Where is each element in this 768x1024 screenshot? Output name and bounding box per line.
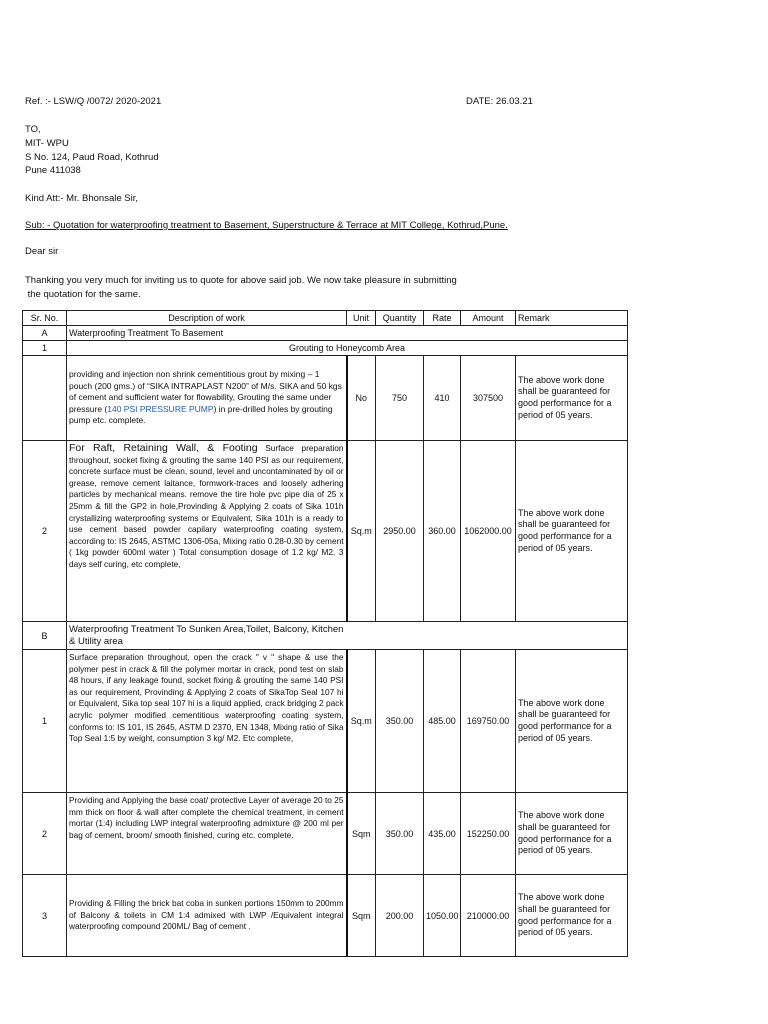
row-b3-rate: 1050.00: [424, 875, 461, 957]
row-b1-remark: The above work done shall be guaranteed for good performance for a period of 05 years.: [516, 650, 628, 793]
row-b3-description: Providing & Filling the brick bat coba in sunken portions 150mm to 200mm of Balcony & toilets in CM 1:4 admixed with LWP /Equivalent integral waterproofing compound 200ML/ Bag of cement .: [67, 875, 347, 957]
row-b1-unit: Sq.m: [347, 650, 376, 793]
table-row: [23, 875, 628, 957]
row-a2-unit: Sq.m: [347, 441, 376, 622]
row-b2-unit: Sqm: [347, 793, 376, 875]
row-b1-quantity: 350.00: [376, 650, 424, 793]
header-quantity: Quantity: [376, 311, 424, 326]
section-b-title-text: Waterproofing Treatment To Sunken Area,Toilet, Balcony, Kitchen & Utility area: [69, 624, 344, 647]
header-sr-no: Sr. No.: [23, 311, 67, 326]
row-b3-quantity: 200.00: [376, 875, 424, 957]
document-date: DATE: 26.03.21: [466, 96, 533, 107]
row-a1-desc-part1: providing and injection non shrink cementitious grout by mixing – 1 pouch (200 gms.) of “SIKA INTRAPLAST N200” of M/s. SIKA and 50 kgs of cement and sufficient water for flowability, Grouting the same under pressure (: [69, 369, 342, 414]
row-a1-quantity: 750: [376, 356, 424, 441]
address-line-2: S No. 124, Paud Road, Kothrud: [25, 152, 159, 163]
header-amount: Amount: [461, 311, 516, 326]
table-header-row: [23, 311, 628, 326]
section-a-sr: A: [23, 326, 67, 341]
section-a-row: [23, 326, 628, 341]
address-line-1: MIT- WPU: [25, 138, 69, 149]
intro-line-2: the quotation for the same.: [25, 289, 141, 300]
row-a2-remark: The above work done shall be guaranteed for good performance for a period of 05 years.: [516, 441, 628, 622]
subsection-a1-sr: 1: [23, 341, 67, 356]
quotation-table: [22, 310, 628, 957]
row-a2-sr: 2: [23, 441, 67, 622]
row-b3-remark: The above work done shall be guaranteed for good performance for a period of 05 years.: [516, 875, 628, 957]
row-a1-remark: The above work done shall be guaranteed for good performance for a period of 05 years.: [516, 356, 628, 441]
row-b1-description: Surface preparation throughout, open the crack " v " shape & use the polymer pest in crack & fill the polymer mortar in crack, pond test on slab 48 hours, if any leakage found, socket fixing & grouting the same 140 PSI as our requirement, Provinding & Applying 2 coats of SikaTop Seal 107 hi or Equivalent, Sika top seal 107 hi is a liquid applied, crack bridging 2 pack acrylic polymer modified cementitious waterproofing coating system, conforms to: IS 101, IS 2645, ASTM D 2370, EN 1348, Mixing ratio of Sika Top Seal 1:5 by weight, consumption 3 kg/ M2. Etc complete,: [67, 650, 347, 793]
row-a1-description: [67, 356, 347, 441]
row-a2-desc-text: Surface preparation throughout, socket fixing & grouting the same 140 PSI as our requirement, concrete surface must be clean, sound, level and uncontaminated by oil or grease, remove cement laitance, formwork-traces and loosely adhering particles by mechanical means. remove the tire hole pvc pipe dia of 25 x 25mm & fill the GP2 in hole,Provinding & Applying 2 coats of Sika 101h crystallizing waterproofing systems or Equivalent, Sika 101h is a ready to use cement based powder capilary waterproofing coating system, according to: IS 2645, ASTMC 1306-05a, Mixing ratio 0.28-0.30 by cement ( 1kg powder 600ml water ) Total consumption dosage of 1.2 kg/ M2. 3 days self curing, etc complete,: [69, 443, 344, 569]
salutation: Dear sir: [25, 246, 59, 257]
subject-line: Sub: - Quotation for waterproofing treatment to Basement, Superstructure & Terrace at MIT College, Kothrud,Pune.: [25, 220, 508, 231]
section-a-title: Waterproofing Treatment To Basement: [67, 326, 628, 341]
row-b3-sr: 3: [23, 875, 67, 957]
address-to: TO,: [25, 124, 41, 135]
address-line-3: Pune 411038: [25, 165, 81, 176]
row-b1-sr: 1: [23, 650, 67, 793]
row-b2-quantity: 350.00: [376, 793, 424, 875]
kind-attention: Kind Att:- Mr. Bhonsale Sir,: [25, 193, 138, 204]
header-rate: Rate: [424, 311, 461, 326]
section-b-row: [23, 622, 628, 650]
row-b3-amount: 210000.00: [461, 875, 516, 957]
section-b-title: [67, 622, 628, 650]
row-a2-quantity: 2950.00: [376, 441, 424, 622]
row-b2-remark: The above work done shall be guaranteed for good performance for a period of 05 years.: [516, 793, 628, 875]
row-b3-unit: Sqm: [347, 875, 376, 957]
row-a1-sr: [23, 356, 67, 441]
row-a1-desc-highlight: 140 PSI PRESSURE PUMP: [107, 403, 214, 414]
row-b1-amount: 169750.00: [461, 650, 516, 793]
table-row: [23, 441, 628, 622]
row-a2-amount: 1062000.00: [461, 441, 516, 622]
row-b2-description: Providing and Applying the base coat/ protective Layer of average 20 to 25 mm thick on floor & wall after complete the chemical treatment, in cement mortar (1:4) including LWP integral waterproofing admixture @ 200 ml per bag of cement, broom/ smooth finished, curing etc. complete.: [67, 793, 347, 875]
header-remark: Remark: [516, 311, 628, 326]
header-unit: Unit: [347, 311, 376, 326]
row-a1-amount: 307500: [461, 356, 516, 441]
row-b2-rate: 435.00: [424, 793, 461, 875]
row-b2-sr: 2: [23, 793, 67, 875]
subsection-a1-row: [23, 341, 628, 356]
row-a2-rate: 360.00: [424, 441, 461, 622]
row-a1-desc-part2: ) in pre-drilled holes by grouting pump etc. complete.: [69, 403, 333, 426]
table-row: [23, 356, 628, 441]
table-row: [23, 650, 628, 793]
reference-number: Ref. :- LSW/Q /0072/ 2020-2021: [25, 96, 162, 107]
intro-line-1: Thanking you very much for inviting us to quote for above said job. We now take pleasure in submitting: [25, 275, 457, 286]
subsection-a1-title: Grouting to Honeycomb Area: [67, 341, 628, 356]
row-a2-description: [67, 441, 347, 622]
row-b1-rate: 485.00: [424, 650, 461, 793]
header-description: Description of work: [67, 311, 347, 326]
section-b-sr: B: [23, 622, 67, 650]
row-a1-unit: No: [347, 356, 376, 441]
row-b2-amount: 152250.00: [461, 793, 516, 875]
row-a1-rate: 410: [424, 356, 461, 441]
row-a2-desc-lead: For Raft, Retaining Wall, & Footing: [69, 442, 258, 454]
table-row: [23, 793, 628, 875]
